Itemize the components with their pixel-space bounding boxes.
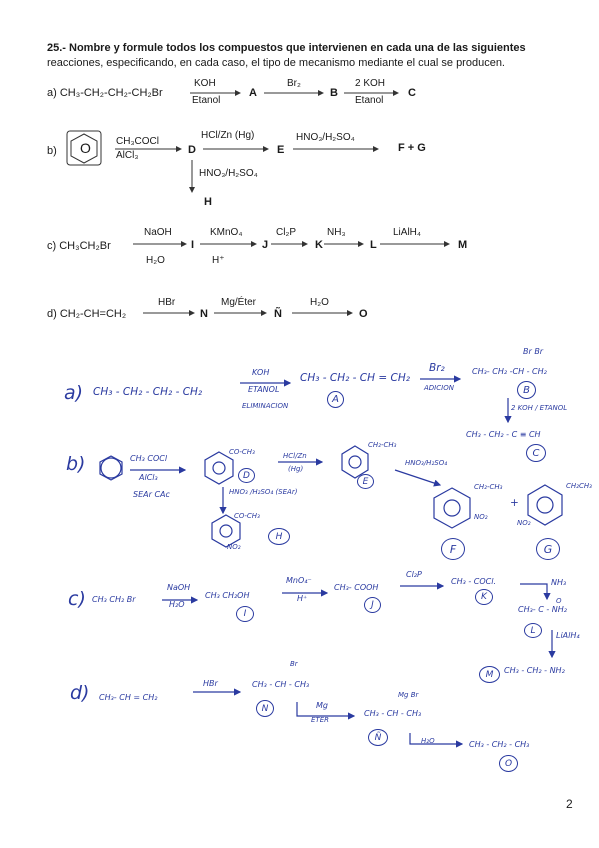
reaction-a-reagent3-top: 2 KOH — [355, 78, 386, 89]
hw-b-r2-bottom: (Hg) — [288, 465, 304, 473]
reaction-a-reagent2-top: Br₂ — [287, 78, 301, 89]
hw-d-p3: CH₃ - CH₂ - CH₃ — [469, 740, 530, 749]
reaction-d-p1: N — [200, 308, 208, 320]
hw-c-r5: LiAlH₄ — [556, 631, 580, 640]
hw-a-r1-note: ELIMINACION — [242, 402, 289, 410]
hw-c-p1: CH₃ CH₂OH — [205, 591, 250, 600]
problem-heading: 25.- Nombre y formule todos los compuestos que intervienen en cada una de las siguientes — [47, 42, 526, 54]
hw-d-r1-top: HBr — [203, 679, 218, 688]
reaction-c-r4-top: NH₃ — [327, 227, 346, 238]
reaction-d-r1-top: HBr — [158, 297, 176, 308]
hw-c-p3: CH₃ - COCl. — [451, 577, 497, 586]
hw-d-p3-tag: O — [499, 755, 518, 772]
reaction-c-p4: L — [370, 239, 377, 251]
reaction-a-start: a) CH₃-CH₂-CH₂-CH₂Br — [47, 87, 163, 99]
hw-c-r4: NH₃ — [551, 578, 567, 587]
reaction-d-r2-top: Mg/Éter — [221, 297, 257, 308]
hw-a-p3-tag: C — [526, 444, 546, 462]
hw-ring-start-hex — [100, 456, 122, 480]
reaction-c-p5: M — [458, 239, 468, 251]
reaction-b-label: b) — [47, 145, 57, 157]
hw-b-r1-top: CH₃ COCl — [130, 454, 168, 463]
reaction-c-r1-bottom: H₂O — [146, 255, 165, 266]
reaction-c-r5-top: LiAlH₄ — [393, 227, 421, 238]
hw-c-r2-top: MnO₄⁻ — [286, 576, 312, 585]
hw-b-p5-sub2: NO₂ — [227, 543, 241, 551]
hw-d-p2-top: Mg Br — [398, 691, 419, 699]
reaction-b-reagent1-top: CH₃COCl — [116, 136, 159, 147]
reaction-c-p3: K — [315, 239, 323, 251]
hw-b-r1-bottom: SEAr CAc — [133, 490, 170, 499]
reaction-b-reagent3-top: HNO₃/H₂SO₄ — [296, 132, 355, 143]
hw-a-r2-bottom: ADICION — [424, 384, 454, 392]
hw-a-start: CH₃ - CH₂ - CH₂ - CH₂ — [93, 386, 203, 398]
hw-a-p3: CH₃ - CH₂ - C ≡ CH — [466, 430, 541, 439]
hw-ring-start — [101, 458, 121, 478]
hw-b-p4-sub1: CH₂CH₃ — [566, 482, 592, 490]
hw-a-r3: 2 KOH / ETANOL — [511, 404, 568, 412]
hw-d-r3: H₂O — [421, 737, 435, 745]
hw-arrow-d3 — [410, 733, 462, 744]
reaction-c-r2-bottom: H⁺ — [212, 255, 225, 266]
problem-heading-line2: reacciones, especificando, en cada caso, el tipo de mecanismo mediante el cual se producen. — [47, 57, 505, 69]
hw-c-start: CH₃ CH₂ Br — [92, 595, 136, 604]
reaction-b-product1: D — [188, 144, 196, 156]
hw-ring-h-inner — [220, 525, 232, 537]
reaction-c-r3-top: Cl₂P — [276, 227, 296, 238]
hw-b-r2-top: HCl/Zn — [283, 452, 307, 460]
hw-a-r2-top: Br₂ — [429, 362, 445, 374]
reaction-c-p2: J — [262, 239, 269, 251]
hw-a-p1-tag: A — [327, 391, 344, 408]
hw-c-label: c) — [68, 588, 86, 610]
hw-c-p5-tag: M — [479, 666, 500, 683]
hw-b-p2-tag: E — [357, 474, 374, 489]
reaction-c-start: c) CH₃CH₂Br — [47, 240, 111, 252]
hw-b-p4-sub2: NO₂ — [517, 519, 531, 527]
hw-b-p1-sub: CO-CH₃ — [229, 448, 255, 456]
hw-c-r1-bottom: H₂O — [169, 600, 185, 609]
hw-c-p5: CH₃ - CH₂ - NH₂ — [504, 666, 565, 675]
hw-b-p2-sub: CH₂-CH₃ — [368, 441, 397, 449]
reaction-b-product4: H — [204, 196, 212, 208]
hw-b-p3-sub2: NO₂ — [474, 513, 488, 521]
hw-a-r1-bottom: ETANOL — [248, 385, 280, 394]
hw-c-p4-top: O — [556, 597, 562, 605]
reaction-a-reagent3-bottom: Etanol — [355, 95, 384, 106]
hw-d-p1-top: Br — [290, 660, 298, 668]
hw-c-p2-tag: J — [364, 597, 381, 613]
reaction-d-r3-top: H₂O — [310, 297, 329, 308]
reaction-b-reagent4: HNO₃/H₂SO₄ — [199, 168, 258, 179]
hw-c-r1-top: NaOH — [167, 583, 191, 592]
hw-c-p2: CH₃- COOH — [334, 583, 379, 592]
hw-b-p5-sub1: CO-CH₃ — [234, 512, 260, 520]
reaction-c-r2-top: KMnO₄ — [210, 227, 243, 238]
hw-a-p1: CH₃ - CH₂ - CH = CH₂ — [300, 372, 410, 384]
hw-ring-e-inner — [349, 456, 361, 468]
hw-d-p1-tag: N — [256, 700, 274, 717]
hw-a-r1-top: KOH — [252, 368, 270, 377]
reaction-d-start: d) CH₂-CH=CH₂ — [47, 308, 127, 320]
reaction-b-reagent1-bottom: AlCl₃ — [116, 150, 139, 161]
reaction-a-product2: B — [330, 87, 338, 99]
hw-d-r2-bottom: ETER — [311, 716, 329, 724]
hw-b-r1-mid: AlCl₃ — [139, 473, 158, 482]
hw-a-p2: CH₃- CH₂ -CH - CH₂ — [472, 367, 547, 376]
hw-b-p5-tag: H — [268, 528, 290, 545]
hw-c-p4: CH₃- C - NH₂ — [518, 605, 568, 614]
reaction-a-reagent1-top: KOH — [194, 78, 216, 89]
hw-b-p3-tag: F — [441, 538, 465, 560]
reaction-a-product3: C — [408, 87, 416, 99]
hw-c-p3-tag: K — [475, 589, 493, 605]
hw-c-r3-top: Cl₂P — [406, 570, 422, 579]
hw-d-p1: CH₃ - CH - CH₃ — [252, 680, 310, 689]
reaction-c-r1-top: NaOH — [144, 227, 172, 238]
hw-c-p1-tag: I — [236, 606, 254, 622]
hw-b-p1-tag: D — [238, 468, 255, 483]
reaction-a-product1: A — [249, 87, 257, 99]
reaction-d-p3: O — [359, 308, 368, 320]
hw-ring-g — [528, 485, 562, 525]
hw-a-p2-tag: B — [517, 381, 536, 399]
hw-ring-f — [434, 488, 470, 528]
hw-d-label: d) — [70, 682, 90, 704]
hw-arrow-c4 — [520, 584, 547, 599]
hw-d-p2-tag: Ñ — [368, 729, 388, 746]
hw-ring-d — [205, 452, 233, 484]
hw-a-p2-top: Br Br — [523, 347, 544, 356]
printed-arrows — [67, 93, 449, 313]
hw-ring-d-inner — [213, 462, 225, 474]
hw-d-r2-top: Mg — [316, 701, 328, 710]
hw-b-r4: HNO₃ /H₂SO₄ (SEAr) — [229, 488, 298, 496]
hw-b-p4-tag: G — [536, 538, 560, 560]
hw-ring-g-inner — [537, 497, 553, 513]
hw-b-label: b) — [66, 453, 86, 475]
hw-c-p4-tag: L — [524, 623, 542, 638]
hw-b-plus: + — [510, 497, 519, 509]
hw-ring-f-inner — [444, 500, 460, 516]
reaction-c-p1: I — [191, 239, 195, 251]
benzene-ring-symbol: O — [80, 140, 91, 156]
reaction-b-product2: E — [277, 144, 285, 156]
hw-arrow-b3 — [395, 470, 440, 485]
reaction-b-product3: F + G — [398, 142, 426, 154]
hw-b-r3: HNO₃/H₂SO₄ — [405, 459, 448, 467]
hw-b-p3-sub1: CH₂-CH₃ — [474, 483, 503, 491]
hw-d-p2: CH₃ - CH - CH₃ — [364, 709, 422, 718]
reaction-b-reagent2-top: HCl/Zn (Hg) — [201, 130, 255, 141]
hw-a-label: a) — [64, 382, 84, 404]
hw-d-start: CH₃- CH = CH₂ — [99, 693, 158, 702]
page-number: 2 — [566, 797, 573, 811]
reaction-a-reagent1-bottom: Etanol — [192, 95, 221, 106]
reaction-d-p2: Ñ — [274, 308, 282, 320]
hw-c-r2-bottom: H⁺ — [297, 594, 308, 603]
